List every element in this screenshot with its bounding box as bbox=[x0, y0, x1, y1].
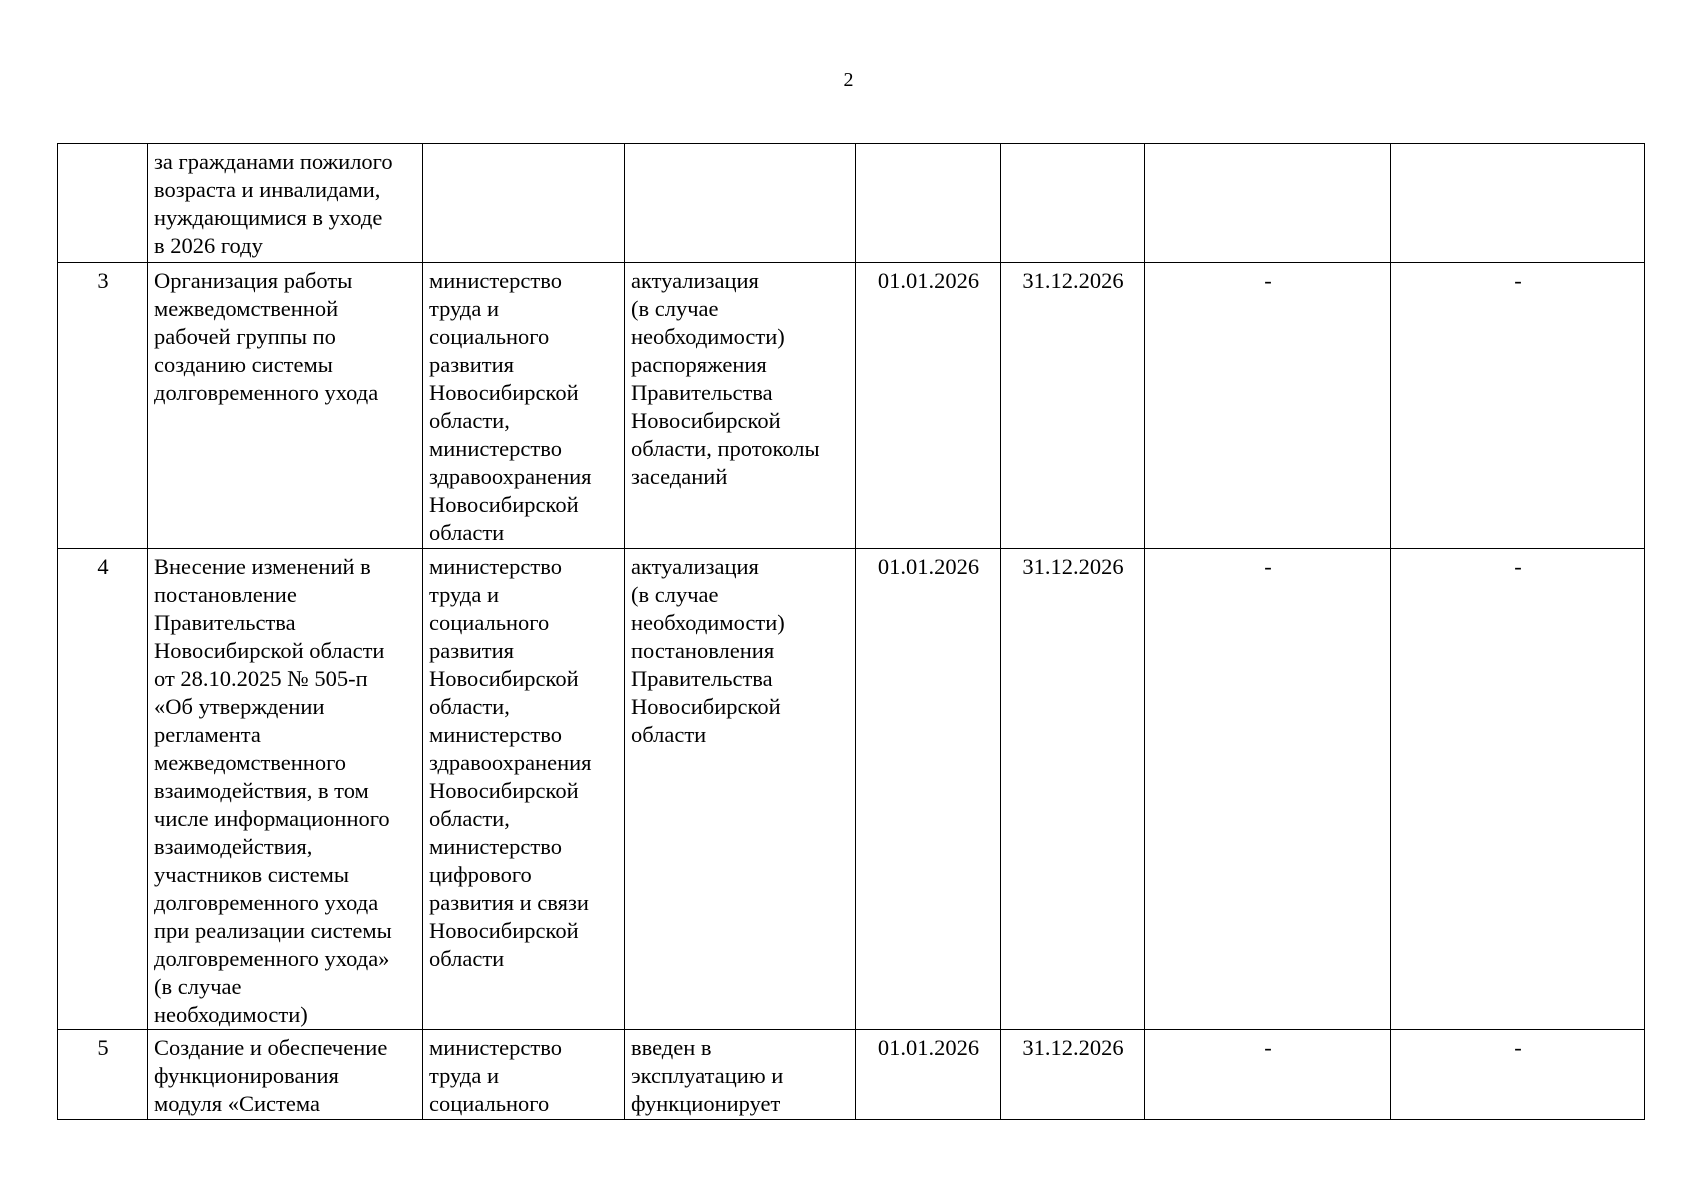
column-8-cell bbox=[1391, 144, 1645, 263]
row-number: 3 bbox=[58, 263, 148, 549]
responsible-cell: министерство труда и социального bbox=[423, 1030, 625, 1120]
table-row bbox=[58, 1030, 1645, 1120]
result-cell: актуализация (в случае необходимости) постановления Правительства Новосибирской области bbox=[625, 549, 856, 1030]
responsible-cell: министерство труда и социального развития Новосибирской области, министерство здравоохранения Новосибирской области bbox=[423, 263, 625, 549]
column-7-cell: - bbox=[1145, 549, 1391, 1030]
column-7-cell bbox=[1145, 144, 1391, 263]
end-date-cell: 31.12.2026 bbox=[1001, 549, 1145, 1030]
end-date-cell bbox=[1001, 144, 1145, 263]
page-number: 2 bbox=[843, 69, 854, 91]
row-number bbox=[58, 144, 148, 263]
measure-cell: Создание и обеспечение функционирования модуля «Система bbox=[148, 1030, 423, 1120]
responsible-cell bbox=[423, 144, 625, 263]
row-number: 4 bbox=[58, 549, 148, 1030]
column-7-cell: - bbox=[1145, 263, 1391, 549]
start-date-cell: 01.01.2026 bbox=[856, 1030, 1001, 1120]
column-8-cell: - bbox=[1391, 263, 1645, 549]
responsible-cell: министерство труда и социального развития Новосибирской области, министерство здравоохранения Новосибирской области, министерство цифрового развития и связи Новосибирской области bbox=[423, 549, 625, 1030]
column-7-cell: - bbox=[1145, 1030, 1391, 1120]
column-8-cell: - bbox=[1391, 1030, 1645, 1120]
result-cell: введен в эксплуатацию и функционирует bbox=[625, 1030, 856, 1120]
plan-table bbox=[57, 143, 1645, 1120]
start-date-cell: 01.01.2026 bbox=[856, 549, 1001, 1030]
end-date-cell: 31.12.2026 bbox=[1001, 263, 1145, 549]
start-date-cell bbox=[856, 144, 1001, 263]
column-8-cell: - bbox=[1391, 549, 1645, 1030]
measure-cell: Организация работы межведомственной рабочей группы по созданию системы долговременного ухода bbox=[148, 263, 423, 549]
end-date-cell: 31.12.2026 bbox=[1001, 1030, 1145, 1120]
result-cell bbox=[625, 144, 856, 263]
table-row bbox=[58, 144, 1645, 263]
result-cell: актуализация (в случае необходимости) распоряжения Правительства Новосибирской области, протоколы заседаний bbox=[625, 263, 856, 549]
table-row bbox=[58, 263, 1645, 549]
measure-cell: Внесение изменений в постановление Правительства Новосибирской области от 28.10.2025 № 505-п «Об утверждении регламента межведомственного взаимодействия, в том числе информационного взаимодействия, участников системы долговременного ухода при реализации системы долговременного ухода» (в случае необходимости) bbox=[148, 549, 423, 1030]
measure-cell: за гражданами пожилого возраста и инвалидами, нуждающимися в уходе в 2026 году bbox=[148, 144, 423, 263]
start-date-cell: 01.01.2026 bbox=[856, 263, 1001, 549]
table-row bbox=[58, 549, 1645, 1030]
row-number: 5 bbox=[58, 1030, 148, 1120]
